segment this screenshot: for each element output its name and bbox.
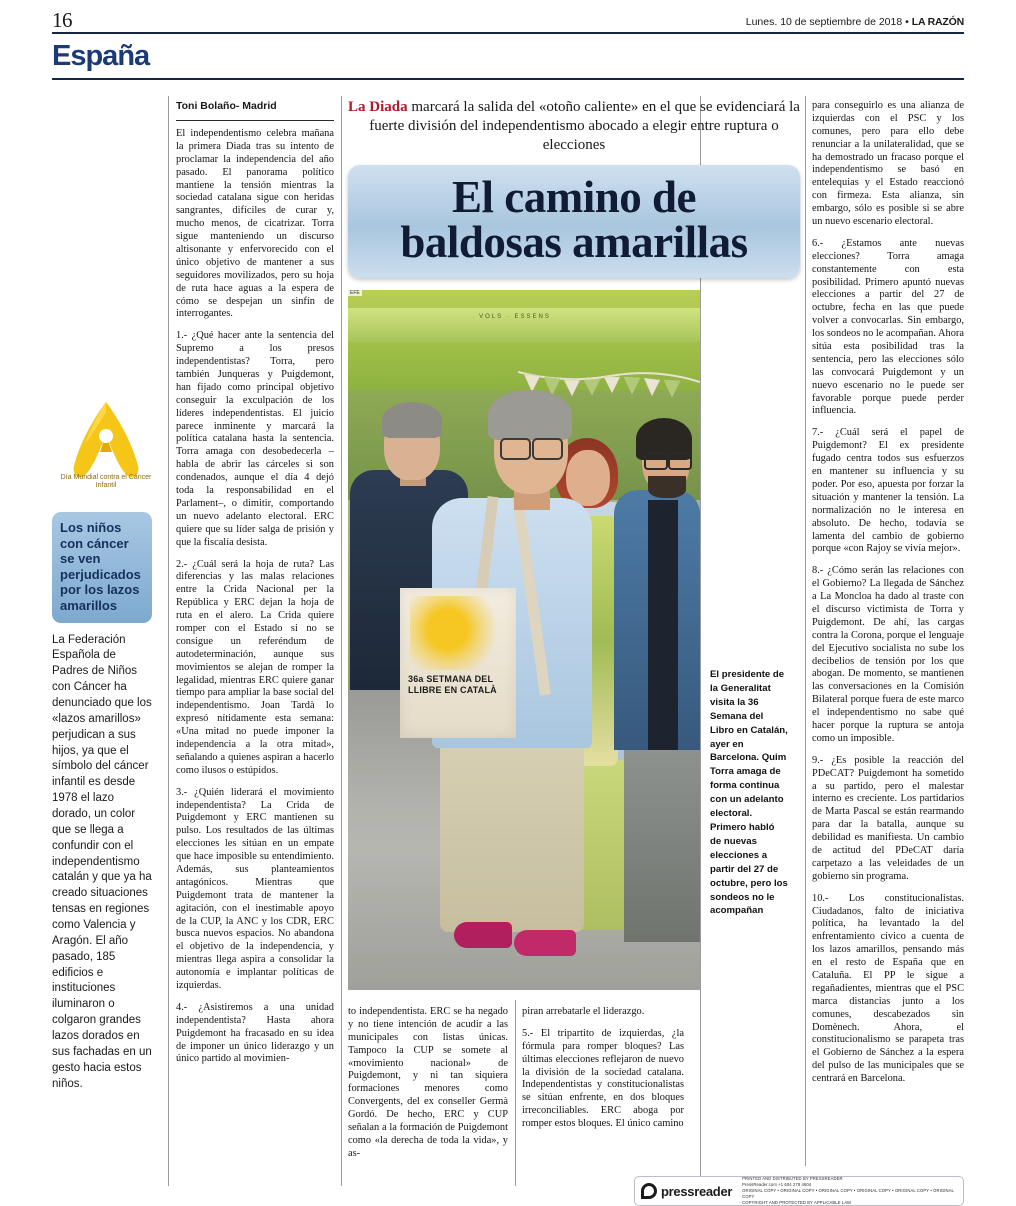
- article-column-4: [812, 100, 964, 1086]
- paragraph: 8.- ¿Cómo serán las relaciones con el Gobierno? La llegada de Sánchez a La Moncloa ha dado al traste con el discurso victimista de Torra y Puigdemont. De ahí, las cargas contra la Corona, porque el lenguaje del Ejecutivo socialista no sube los decibelios de tensión por los que abogan. De momento, se mantienen las conversaciones en la Comisión Bilateral porque fuera de este marco el independentismo no sabe qué hacer porque la ruptura se antoja como un imposible.: [812, 565, 964, 744]
- photo-person-right-beard: [648, 476, 686, 498]
- photo-person-left-hair: [382, 402, 442, 438]
- rail-kicker: Los niños con cáncer se ven perjudicados por los lazos amarillos: [52, 512, 152, 623]
- masthead-rule: [52, 32, 964, 34]
- photo-torra-trousers: [440, 742, 584, 932]
- headline-line-1: El camino de: [451, 172, 696, 222]
- paragraph: para conseguirlo es una alianza de izquierdas con el PSC y los comunes, pero para ello debe renunciar a la unilateralidad, que se ha demostrado un fracaso porque el independentismo se basó en entelequias y el Estado reaccionó con firmeza. Esta alianza, sin embargo, sólo es posible si se abre un nuevo escenario electoral.: [812, 100, 964, 228]
- pressreader-fine-2: PressReader.com +1 604 278 4604: [742, 1181, 812, 1187]
- pressreader-badge: [634, 1176, 964, 1206]
- photo-person-right-glasses-left: [644, 452, 668, 470]
- left-rail: [52, 96, 160, 1092]
- deck-lead: La Diada: [348, 99, 408, 115]
- photo-person-right-shirt: [648, 500, 678, 750]
- section-title: España: [52, 40, 150, 72]
- pressreader-mark-icon: [641, 1183, 657, 1199]
- paragraph: 3.- ¿Quién liderará el movimiento independentista? La Crida de Puigdemont y ERC mantienen su pulso. Los resultados de las últimas elecciones les sitúan en un empate que hace imposible su entendimiento. Además, sus planteamientos antagónicos. Mientras que Puigdemont trata de mantener la agitación, con el inestimable apoyo de la CUP, la ANC y los CDR, ERC busca nuevos espacios. No abandona el objetivo de la independencia, y mientras llega aspira a consolidar la autonomía e implantar políticas de izquierdas.: [176, 786, 334, 991]
- photo-torra-shoe-right: [514, 930, 576, 956]
- photo-torra-shoe-left: [454, 922, 512, 948]
- dateline: [746, 16, 964, 28]
- photo-tote-graphic: [410, 596, 504, 670]
- paragraph: piran arrebatarle el liderazgo.: [522, 1006, 645, 1017]
- pressreader-fine-1: PRINTED AND DISTRIBUTED BY PRESSREADER: [742, 1175, 843, 1181]
- pressreader-fine-3: ORIGINAL COPY • ORIGINAL COPY • ORIGINAL COPY • ORIGINAL COPY • ORIGINAL COPY • ORIGINAL COPY: [742, 1187, 954, 1200]
- photo-person-right-glasses-right: [668, 452, 692, 470]
- byline: Toni Bolaño- Madrid: [176, 100, 277, 112]
- column-rule-5: [805, 96, 806, 1166]
- photo-person-woman-head: [566, 450, 610, 506]
- paragraph: 2.- ¿Cuál será la hoja de ruta? Las diferencias y las malas relaciones entre la Crida Nacional per la República y ERC dejan la hoja de ruta en el alero. La Crida quiere romper con el Estado si no se consigue un referéndum de autodeterminación, aunque sus movimientos se alejan de romper la legalidad, mientras ERC quiere ganar tiempo para ampliar la base social del independentismo. Joan Tardà lo expresó nítidamente esta semana: «Una mitad no puede imponer la independencia a la otra mitad», señalando a quienes aspiran a hacerlo como ilusos o estúpidos.: [176, 558, 334, 776]
- photo-torra-hair: [488, 390, 572, 440]
- publication-brand: LA RAZÓN: [911, 16, 964, 28]
- photo-caption: El presidente de la Generalitat visita la 36 Semana del Libro en Catalán, ayer en Barcelona. Quim Torra amaga de forma continua con un adelanto electoral. Primero habló de nuevas elecciones a partir del 27 de octubre, pero los sondeos no le acompañan: [710, 669, 788, 917]
- paragraph: 10.- Los constitucionalistas. Ciudadanos, falto de iniciativa política, ha levantado la del enfrentamiento cívico a cuenta de los lazos amarillos, pensando más en el resto de España que en Cataluña. El PP le sigue a regañadientes, mientras que el PSC marca distancias junto a los comunes, descabezados sin Domènech. Ahora, el constitucionalismo se parapeta tras el Gobierno de Sánchez a la espera del pulso de las municipales que se centrará en Barcelona.: [812, 892, 964, 1085]
- photo-awning-text: VOLS · ESSENS: [479, 314, 551, 320]
- dateline-date: Lunes. 10 de septiembre de 2018: [745, 16, 903, 28]
- deck-rest: marcará la salida del «otoño caliente» en el que se evidenciará la fuerte división del independentismo abocado a elegir entre ruptura o elecciones: [369, 99, 800, 154]
- paragraph: 7.- ¿Cuál será el papel de Puigdemont? El ex presidente fugado centra todos sus esfuerzos en mantener su influencia y su poder. Por eso, apuesta por forzar la situación y mantener la tensión. La normalización no le interesa en absoluto. De hecho, todavía se lamenta del cambio de gobierno porque «con Rajoy se vivía mejor».: [812, 427, 964, 555]
- headline-box: [348, 165, 800, 278]
- photo-person-right-legs: [624, 742, 700, 942]
- section-rule: [52, 78, 964, 80]
- byline-rule: [176, 120, 334, 121]
- ribbon-caption: Día Mundial contra el Cáncer Infantil: [60, 474, 152, 490]
- photo-torra-glasses-right: [532, 438, 563, 460]
- article-deck: [348, 98, 800, 155]
- paragraph: 9.- ¿Es posible la reacción del PDeCAT? Puigdemont ha sometido a su partido, pero el malestar interno es creciente. Los partidarios de Marta Pascal se están rearmando para dar la batalla, aunque su debilidad es manifiesta. Un cambio de actitud del PDeCAT daría carpetazo a las veleidades de un gobierno sin programa.: [812, 754, 964, 882]
- column-rule-1: [168, 96, 169, 1186]
- paragraph: 6.- ¿Estamos ante nuevas elecciones? Torra amaga constantemente con esta posibilidad. Primero apuntó nuevas elecciones a partir del 27 de octubre, fecha en las que puede volver a convocarlas. Sin embargo, los sondeos no le acompañan. Ahora sitúa esta posibilidad tras la sentencia, pero las elecciones sólo las convocará Puigdemont y un nuevo escenario no le puede ser favorable porque puede perder influencia.: [812, 237, 964, 417]
- photo-credit: EFE: [350, 290, 360, 296]
- headline-line-2: baldosas amarillas: [400, 216, 748, 267]
- pressreader-fineprint: [742, 1176, 957, 1206]
- paragraph: to independentista. ERC se ha negado y no tiene intención de acudir a las municipales con listas únicas. Tampoco la CUP se somete al «movimiento nacional» de Puigdemont, y ni tan siquiera formaciones menores como Convergents, del ex conseller Germà Gordó. De hecho, ERC y CUP señalan a la formación de Puigdemont como «la derecha de toda la vida», y as-: [348, 1006, 508, 1159]
- dateline-separator: •: [905, 16, 909, 28]
- article-photo: [348, 290, 700, 990]
- paragraph: 1.- ¿Qué hacer ante la sentencia del Supremo a los presos independentistas? Torra, pero también Junqueras y Puigdemont, han fijado como principal objetivo conseguir la exculpación de los líderes independentistas. El juicio parece inminente y marcará la política catalana hasta la sentencia. Torra amaga con desobedecerla –habla de abrir las cárceles si son condenados, aunque el día 4 dejó toda la responsabilidad en el Parlament–, o dimitir, comportando un nuevo adelanto electoral. ERC quiere que su líder salga de prisión y que la fiscalía desista.: [176, 330, 334, 548]
- pressreader-name: pressreader: [661, 1183, 733, 1199]
- article-column-3: [522, 1006, 684, 1131]
- article-column-1: [176, 128, 334, 1066]
- pressreader-fine-4: COPYRIGHT AND PROTECTED BY APPLICABLE LAW: [742, 1200, 852, 1206]
- pressreader-logo: [641, 1183, 732, 1199]
- rail-body-text: La Federación Española de Padres de Niños con Cáncer ha denunciado que los «lazos amarillos» perjudican a sus hijos, ya que el símbolo del cáncer infantil es desde 1978 el lazo dorado, un color que se llega a confundir con el independentismo catalán y que ya ha creado situaciones tensas en regiones como Valencia y Aragón. El año pasado, 185 edificios e instituciones iluminaron o colgaron grandes lazos dorados en sus fachadas en un gesto hacia estos niños.: [52, 633, 152, 1090]
- column-rule-3: [515, 1000, 516, 1186]
- paragraph: 4.- ¿Asistiremos a una unidad independentista? Hasta ahora Puigdemont ha fracasado en su idea de imponer un único liderazgo y un único partido al movimien-: [176, 1001, 334, 1065]
- paragraph: 5.- El tripartito de izquierdas, ¿la fórmula para romper bloques? Las últimas elecciones reflejaron de nuevo la división de la sociedad catalana. Independentistas y constitucionalistas se sitúan enfrente, en dos bloques irreconciliables. ERC aboga por romper estos bloques. El único camino: [522, 1027, 684, 1130]
- photo-torra-glasses-left: [500, 438, 531, 460]
- photo-tote-text: 36a SETMANA DEL LLIBRE EN CATALÀ: [408, 674, 497, 696]
- column-rule-2: [341, 96, 342, 1186]
- page-folio: 16: [52, 8, 72, 32]
- yellow-ribbon-icon: [52, 396, 160, 504]
- paragraph: El independentismo celebra mañana la primera Diada tras su intento de proclamar la independencia del año pasado. El panorama político mantiene la tensión mientras la sociedad catalana sigue con heridas sangrantes, difíciles de curar y, mucho menos, de cicatrizar. Torra sigue manteniendo un discurso altisonante y enfervorecido con el único objetivo de mantener a sus seguidores movilizados, pero su hoja de ruta hace aguas a la espera de cómo se despejan un sinfín de interrogantes.: [176, 128, 334, 320]
- article-column-2: [348, 1006, 508, 1161]
